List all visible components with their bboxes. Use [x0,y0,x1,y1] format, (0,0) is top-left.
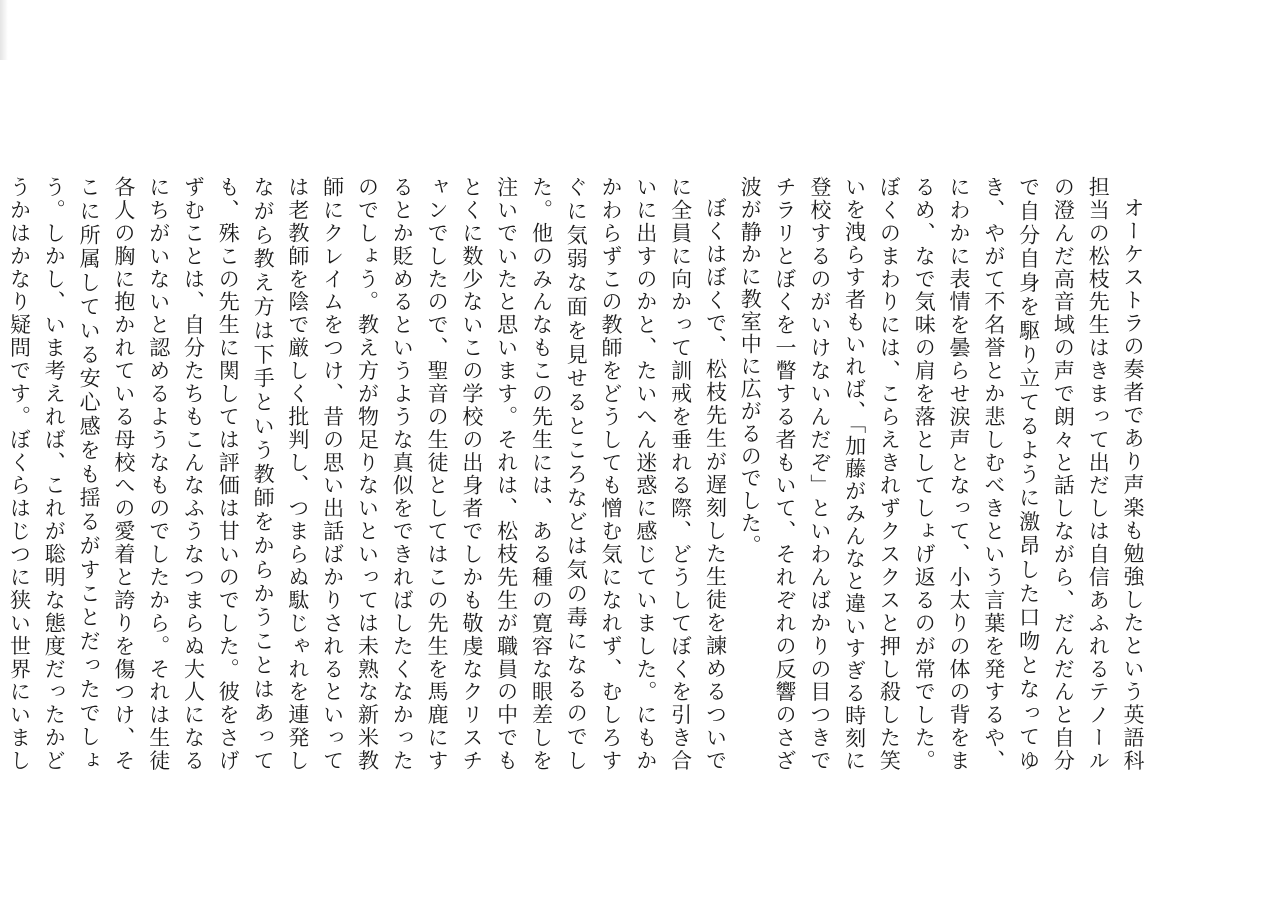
page-edge-shadow [0,0,8,60]
paragraph-2: ぼくはぼくで、松枝先生が遅刻した生徒を諫めるついでに全員に向かって訓戒を垂れる際、どうしてぼくを引き合いに出すのかと、たいへん迷惑に感じていました。にもかかわらずこの教師をどうしても憎む気になれず、むしろすぐに気弱な面を見せるところなどは気の毒になるのでした。他のみんなもこの先生には、ある種の寛容な眼差しを注いでいたと思います。それは、松枝先生が職員の中でもとくに数少ないこの学校の出身者でしかも敬虔なクリスチャンでしたので、聖音の生徒としてはこの先生を馬鹿にするとか貶めるというような真似をできればしたくなかったのでしょう。教え方が物足りないといっては未熟な新米教師にクレイムをつけ、昔の思い出話ばかりされるといっては老教師を陰で厳しく批判し、つまらぬ駄じゃれを連発しながら教え方は下手という教師をからかうことはあっても、殊この先生に関しては評価は甘いのでした。彼をさげずむことは、自分たちもこんなふうなつまらぬ大人になるにちがいないと認めるようなものでしたから。それは生徒各人の胸に抱かれている母校への愛着と誇りを傷つけ、そこに所属している安心感をも揺るがすことだったでしょう。しかし、いま考えれば、これが聡明な態度だったかどうかはかなり疑問です。ぼくらはじつに狭い世界にいまし [7,176,728,772]
vertical-text-block [0,176,1150,772]
paragraph-1: オーケストラの奏者であり声楽も勉強したという英語科担当の松枝先生はきまって出だしは自信あふれるテノールの澄んだ高音域の声で朗々と話しながら、だんだんと自分で自分自身を駆り立てるように激昂した口吻となってゆき、やがて不名誉とか悲しむべきという言葉を発するや、にわかに表情を曇らせ涙声となって、小太りの体の背をまるめ、なで気味の肩を落としてしょげ返るのが常でした。ぼくのまわりには、こらえきれずクスクスと押し殺した笑いを洩らす者もいれば、「加藤がみんなと違いすぎる時刻に登校するのがいけないんだぞ」といわんばかりの目つきでチラリとぼくを一瞥する者もいて、それぞれの反響のさざ波が静かに教室中に広がるのでした。 [738,176,1145,772]
